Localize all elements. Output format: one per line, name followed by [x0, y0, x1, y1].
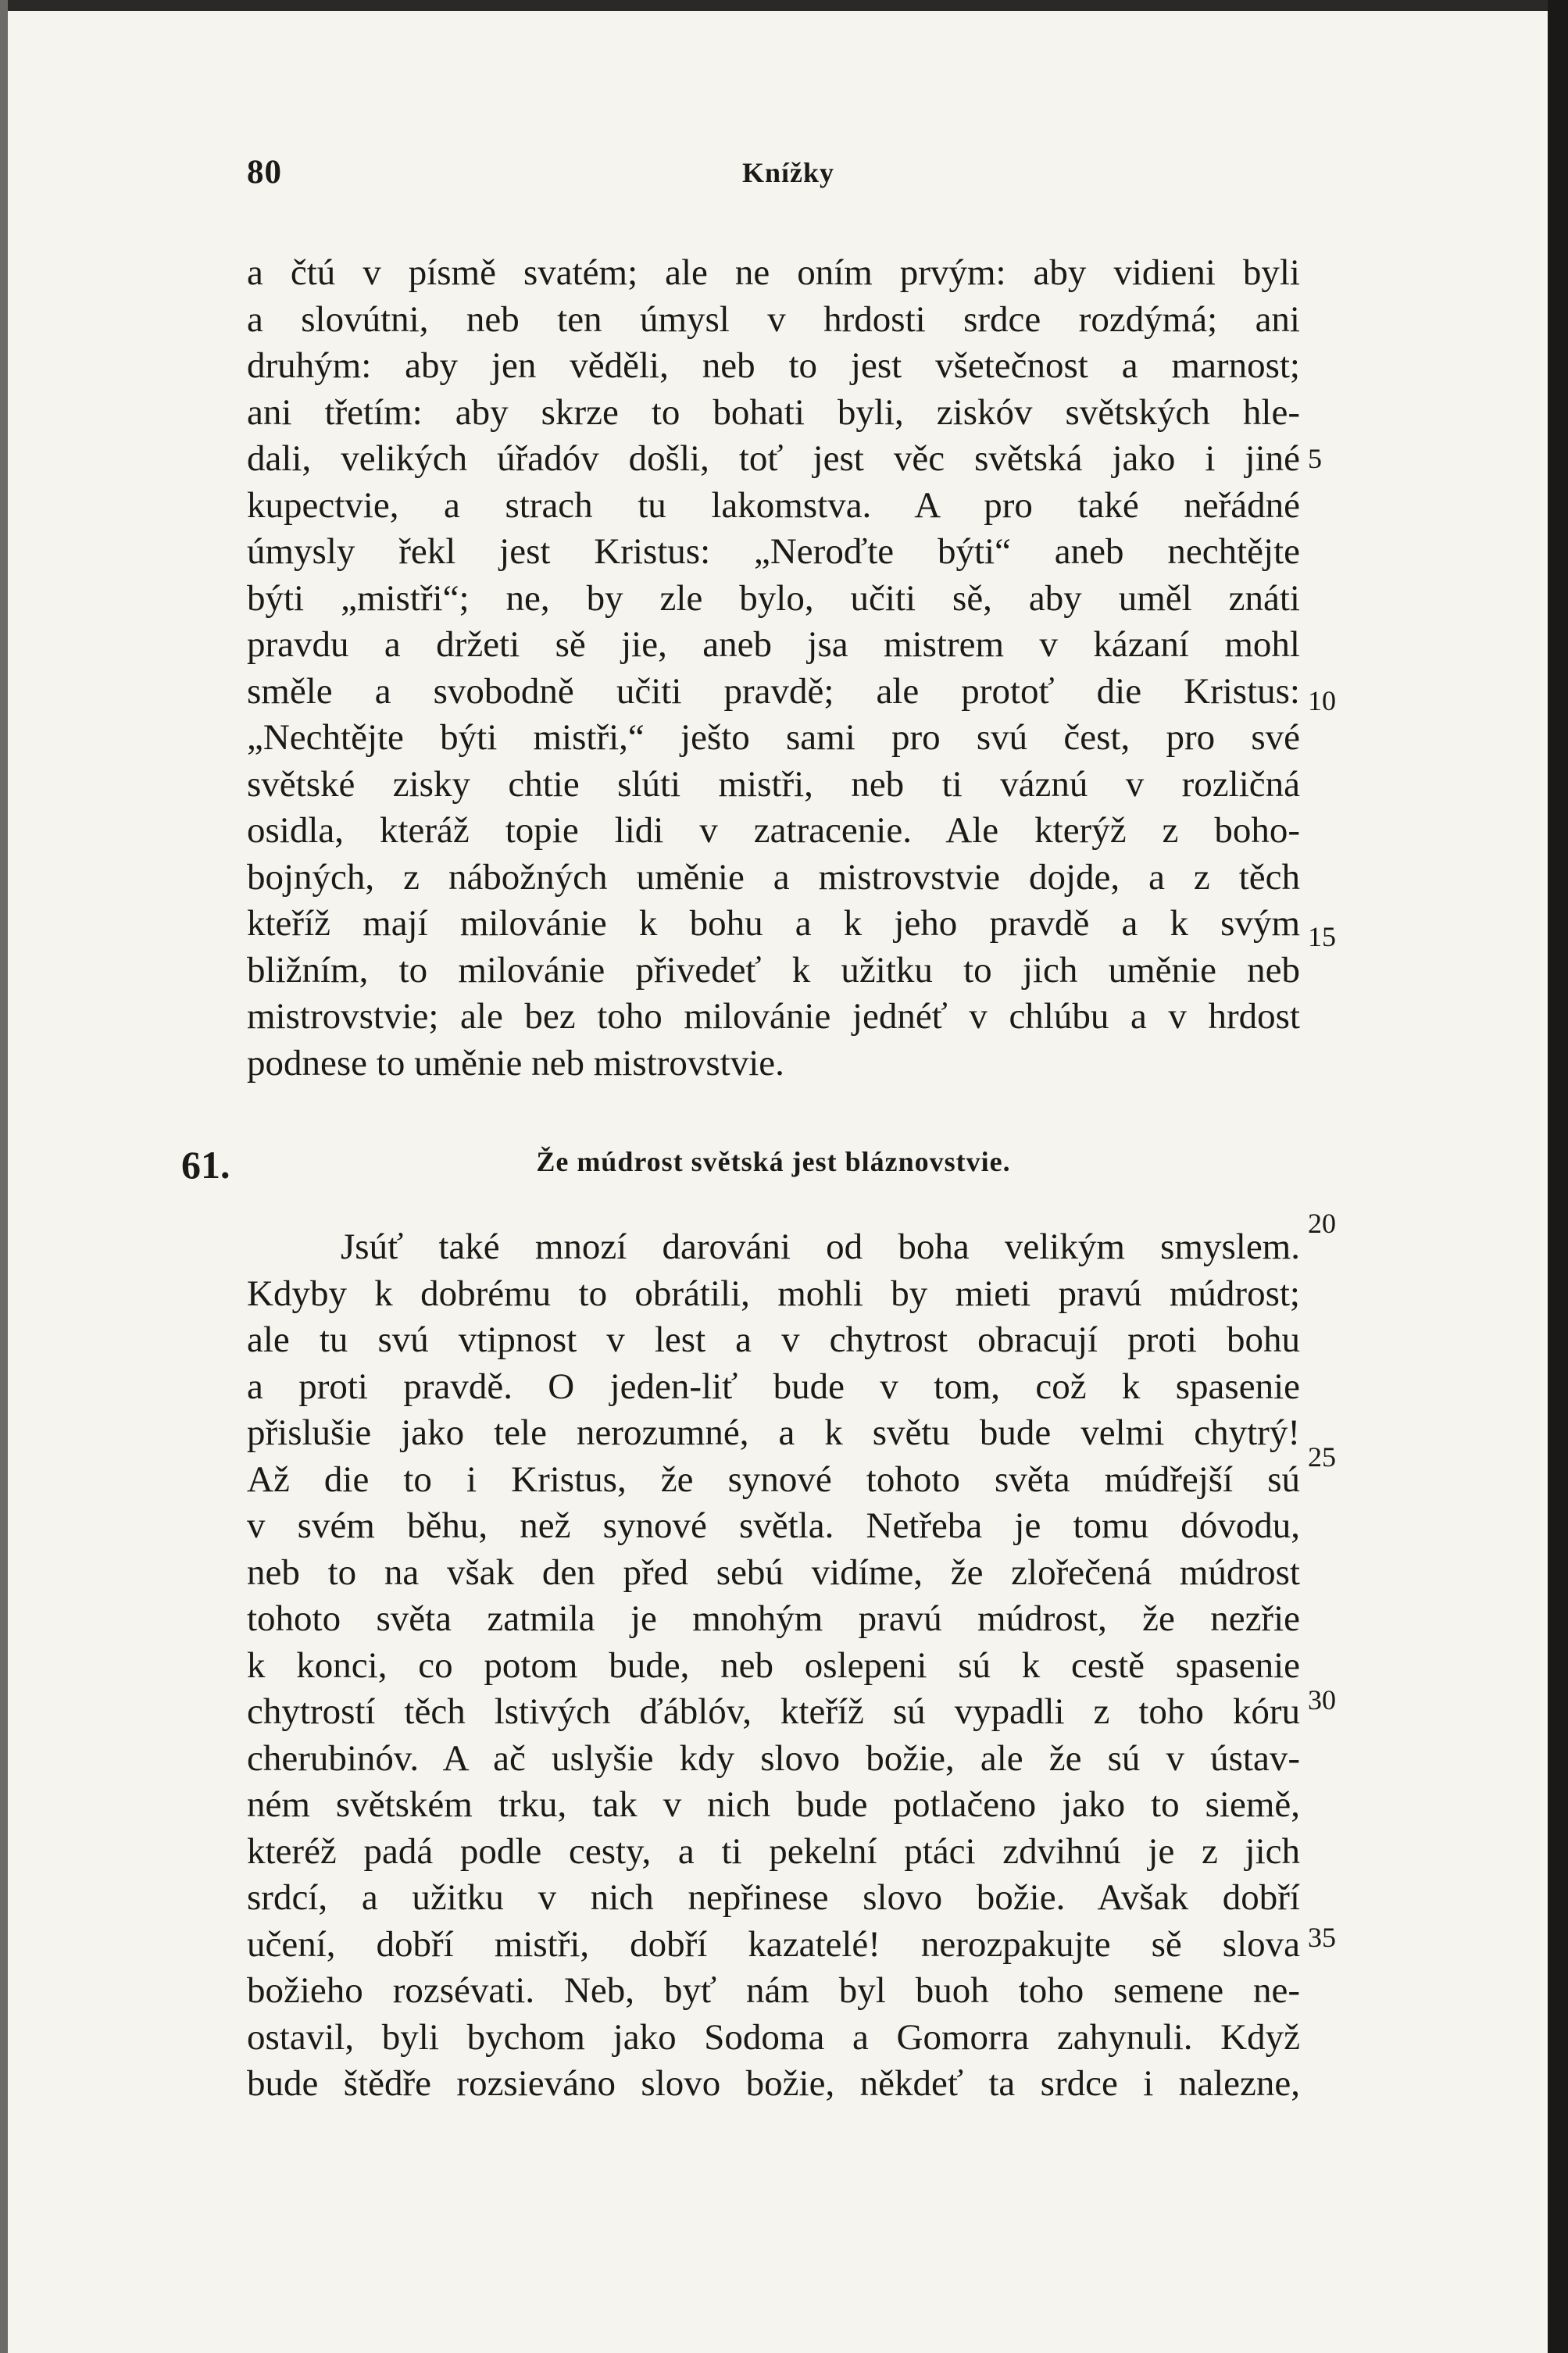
text-line: k konci, co potom bude, neb oslepeni sú k cestě spasenie — [247, 1644, 1300, 1686]
text-line: bližním, to milovánie přivedeť k užitku to jich uměnie neb — [247, 949, 1300, 991]
text-line: mistrovstvie; ale bez toho milovánie jednéť v chlúbu a v hrdost — [247, 996, 1300, 1037]
paragraph-continued — [247, 250, 1300, 1087]
text-line: pravdu a držeti sě jie, aneb jsa mistrem v kázaní mohl — [247, 624, 1300, 665]
text-line: Jsúť také mnozí darováni od boha velikým smyslem. — [341, 1226, 1300, 1267]
text-line: druhým: aby jen věděli, neb to jest všetečnost a marnost; — [247, 345, 1300, 386]
line-number-margin: 10 — [1308, 685, 1336, 716]
text-line: osidla, kteráž topie lidi v zatracenie. Ale kterýž z boho- — [247, 810, 1300, 851]
text-line: kteříž mají milovánie k bohu a k jeho pravdě a k svým — [247, 903, 1300, 944]
running-head: Knížky — [742, 157, 835, 188]
text-line: ale tu svú vtipnost v lest a v chytrost obracují proti bohu — [247, 1319, 1300, 1360]
text-line: srdcí, a užitku v nich nepřinese slovo božie. Avšak dobří — [247, 1877, 1300, 1918]
text-line: ani třetím: aby skrze to bohati byli, ziskóv světských hle- — [247, 391, 1300, 433]
line-number-margin: 20 — [1308, 1208, 1336, 1239]
text-line: světské zisky chtie slúti mistři, neb ti váznú v rozličná — [247, 763, 1300, 805]
text-line: cherubinóv. A ač uslyšie kdy slovo božie, ale že sú v ústav- — [247, 1737, 1300, 1779]
page-number: 80 — [247, 154, 282, 191]
text-line: kupectvie, a strach tu lakomstva. A pro také neřádné — [247, 484, 1300, 526]
text-line: podnese to uměnie neb mistrovstvie. — [247, 1042, 784, 1084]
scan-edge-left — [0, 0, 8, 2353]
text-line: bojných, z nábožných uměnie a mistrovstvie dojde, a z těch — [247, 856, 1300, 898]
text-line: tohoto světa zatmila je mnohým pravú múdrost, že nezřie — [247, 1598, 1300, 1639]
text-line: Kdyby k dobrému to obrátili, mohli by mieti pravú múdrost; — [247, 1273, 1300, 1314]
text-line: ostavil, byli bychom jako Sodoma a Gomorra zahynuli. Když — [247, 2016, 1300, 2058]
text-line: kteréž padá podle cesty, a ti pekelní ptáci zdvihnú je z jich — [247, 1830, 1300, 1872]
text-line: bude štědře rozsieváno slovo božie, někdeť ta srdce i nalezne, — [247, 2063, 1300, 2104]
line-number-margin: 35 — [1308, 1922, 1336, 1953]
line-number-margin: 25 — [1308, 1441, 1336, 1473]
line-number-margin: 30 — [1308, 1684, 1336, 1716]
scan-edge-top — [0, 0, 1568, 11]
text-line: úmysly řekl jest Kristus: „Neroďte býti“ aneb nechtějte — [247, 531, 1300, 572]
text-line: směle a svobodně učiti pravdě; ale protoť die Kristus: — [247, 670, 1300, 712]
text-line: býti „mistři“; ne, by zle bylo, učiti sě, aby uměl znáti — [247, 577, 1300, 619]
scan-edge-right — [1548, 0, 1568, 2353]
paragraph-section-61 — [247, 1224, 1300, 2108]
text-line: přislušie jako tele nerozumné, a k světu bude velmi chytrý! — [247, 1412, 1300, 1453]
text-line: božieho rozsévati. Neb, byť nám byl buoh toho semene ne- — [247, 1970, 1300, 2011]
text-line: a proti pravdě. O jeden-liť bude v tom, což k spasenie — [247, 1366, 1300, 1407]
text-line: chytrostí těch lstivých ďáblóv, kteříž sú vypadli z toho kóru — [247, 1691, 1300, 1732]
text-line: neb to na však den před sebú vidíme, že zlořečená múdrost — [247, 1551, 1300, 1593]
line-number-margin: 15 — [1308, 921, 1336, 952]
text-line: ném světském trku, tak v nich bude potlačeno jako to siemě, — [247, 1784, 1300, 1825]
text-line: a slovútni, neb ten úmysl v hrdosti srdce rozdýmá; ani — [247, 298, 1300, 340]
section-number: 61. — [181, 1143, 230, 1187]
text-line: „Nechtějte býti mistři,“ ješto sami pro svú čest, pro své — [247, 717, 1300, 758]
line-number-margin: 5 — [1308, 443, 1322, 474]
text-line: Až die to i Kristus, že synové tohoto světa múdřejší sú — [247, 1459, 1300, 1500]
section-title: Že múdrost světská jest bláznovstvie. — [536, 1146, 1011, 1177]
text-line: učení, dobří mistři, dobří kazatelé! nerozpakujte sě slova — [247, 1923, 1300, 1965]
page-header — [247, 153, 1302, 200]
text-line: dali, velikých úřadóv došli, toť jest věc světská jako i jiné — [247, 438, 1300, 479]
text-line: v svém běhu, než synové světla. Netřeba je tomu dóvodu, — [247, 1505, 1300, 1546]
text-line: a čtú v písmě svatém; ale ne oním prvým: aby vidieni byli — [247, 252, 1300, 293]
